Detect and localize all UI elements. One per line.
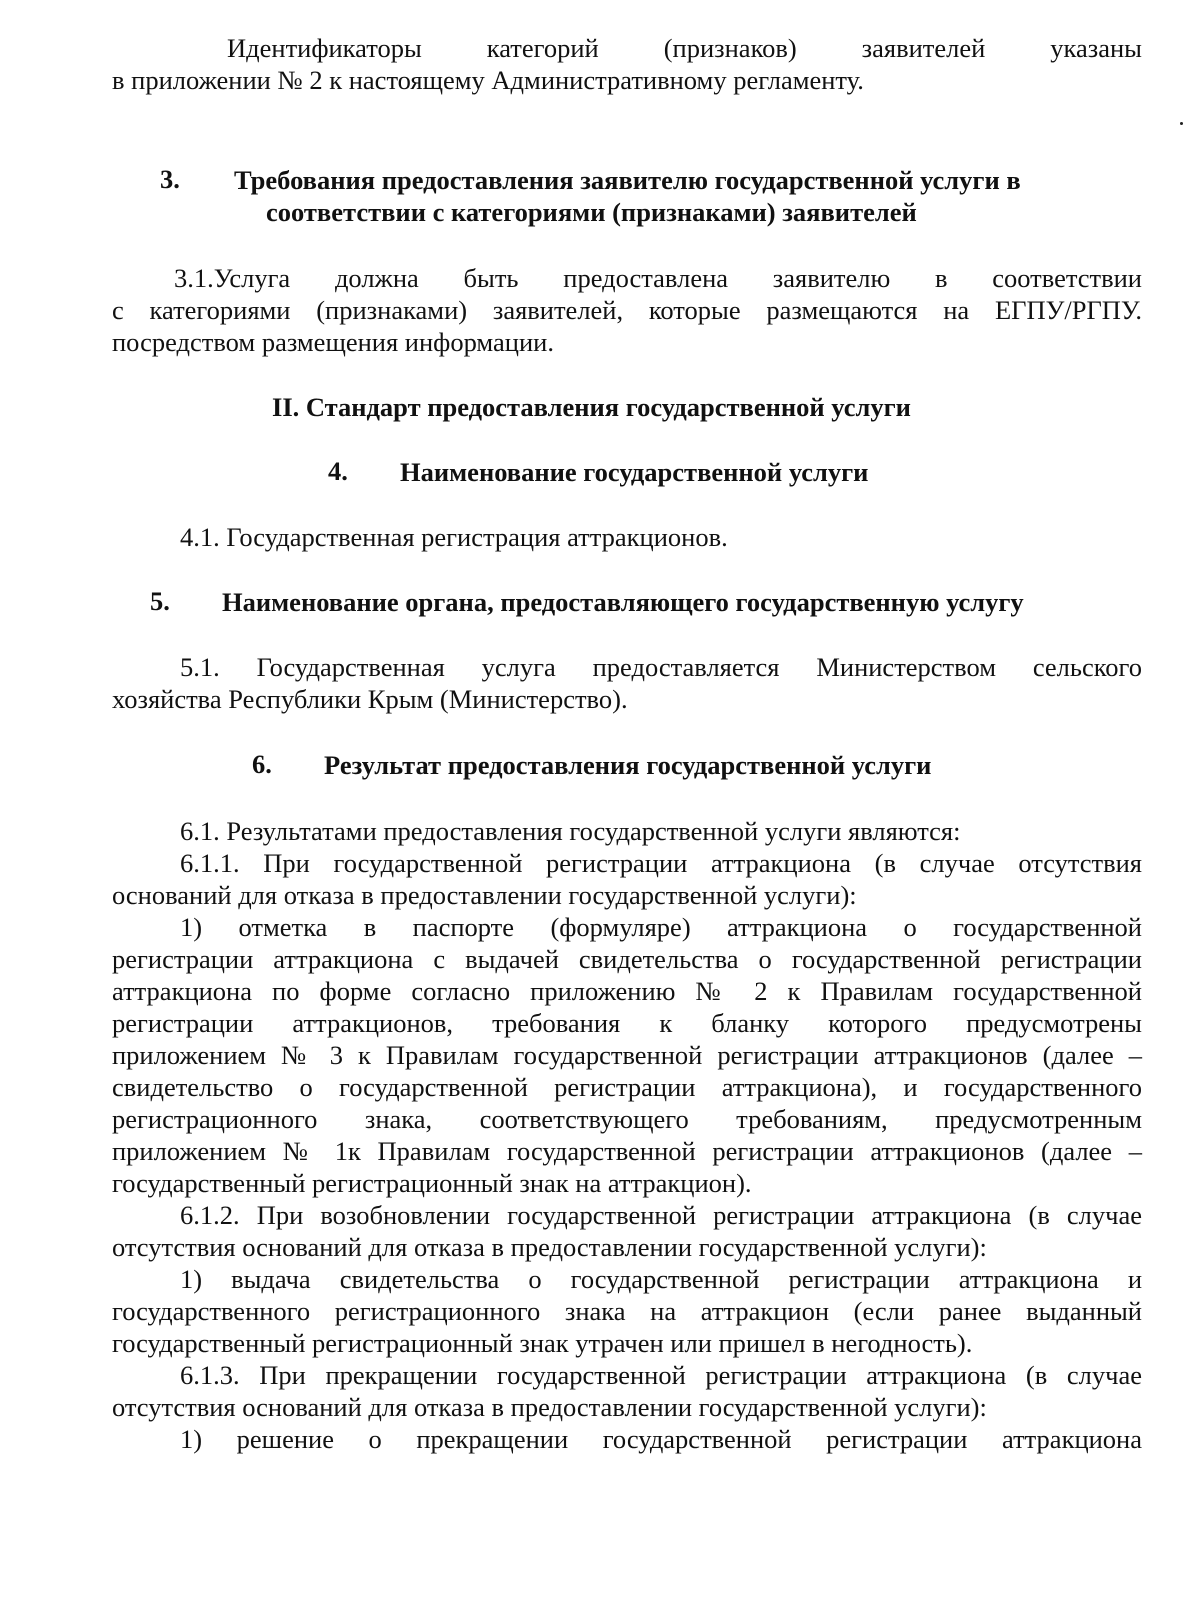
- s6-line-19: 1) решение о прекращении государственной регистрации аттракциона: [180, 1424, 1142, 1454]
- s6-line-1: 6.1.1. При государственной регистрации аттракциона (в случае отсутствия: [180, 848, 1142, 878]
- section-5-para-line-2: хозяйства Республики Крым (Министерство).: [112, 684, 628, 714]
- scan-speck: [1180, 122, 1183, 125]
- section-4-title: Наименование государственной услуги: [400, 457, 869, 487]
- s6-line-10: приложением № 1к Правилам государственной регистрации аттракционов (далее –: [112, 1136, 1142, 1166]
- section-3-para-line-1: 3.1.Услуга должна быть предоставлена заявителю в соответствии: [174, 263, 1142, 293]
- s6-line-5: аттракциона по форме согласно приложению № 2 к Правилам государственной: [112, 976, 1142, 1006]
- section-3-title-line-2: соответствии с категориями (признаками) заявителей: [266, 197, 917, 227]
- section-4-number: 4.: [328, 456, 348, 486]
- s6-line-17: 6.1.3. При прекращении государственной регистрации аттракциона (в случае: [180, 1360, 1142, 1390]
- intro-line-2: в приложении № 2 к настоящему Административному регламенту.: [112, 65, 864, 95]
- section-5-para-line-1: 5.1. Государственная услуга предоставляется Министерством сельского: [180, 652, 1142, 682]
- section-4-para: 4.1. Государственная регистрация аттракционов.: [180, 522, 728, 552]
- s6-line-9: регистрационного знака, соответствующего требованиям, предусмотренным: [112, 1104, 1142, 1134]
- s6-line-18: отсутствия оснований для отказа в предоставлении государственной услуги):: [112, 1392, 987, 1422]
- s6-line-12: 6.1.2. При возобновлении государственной регистрации аттракциона (в случае: [180, 1200, 1142, 1230]
- section-5-title: Наименование органа, предоставляющего государственную услугу: [222, 587, 1024, 617]
- section-6-number: 6.: [252, 749, 272, 779]
- section-6-title: Результат предоставления государственной услуги: [324, 750, 932, 780]
- s6-line-3: 1) отметка в паспорте (формуляре) аттракциона о государственной: [180, 912, 1142, 942]
- s6-line-13: отсутствия оснований для отказа в предоставлении государственной услуги):: [112, 1232, 987, 1262]
- section-3-para-line-2: с категориями (признаками) заявителей, которые размещаются на ЕГПУ/РГПУ.: [112, 295, 1142, 325]
- s6-line-8: свидетельство о государственной регистрации аттракциона), и государственного: [112, 1072, 1142, 1102]
- s6-line-7: приложением № 3 к Правилам государственной регистрации аттракционов (далее –: [112, 1040, 1142, 1070]
- s6-line-6: регистрации аттракционов, требования к бланку которого предусмотрены: [112, 1008, 1142, 1038]
- s6-line-11: государственный регистрационный знак на аттракцион).: [112, 1168, 752, 1198]
- section-3-number: 3.: [160, 164, 180, 194]
- s6-line-15: государственного регистрационного знака на аттракцион (если ранее выданный: [112, 1296, 1142, 1326]
- s6-line-16: государственный регистрационный знак утрачен или пришел в негодность).: [112, 1328, 973, 1358]
- section-3-para-line-3: посредством размещения информации.: [112, 327, 554, 357]
- s6-line-2: оснований для отказа в предоставлении государственной услуги):: [112, 880, 857, 910]
- s6-line-0: 6.1. Результатами предоставления государственной услуги являются:: [180, 816, 961, 846]
- section-5-number: 5.: [150, 586, 170, 616]
- part-2-title: II. Стандарт предоставления государственной услуги: [272, 392, 911, 422]
- s6-line-14: 1) выдача свидетельства о государственной регистрации аттракциона и: [180, 1264, 1142, 1294]
- section-3-title-line-1: Требования предоставления заявителю государственной услуги в: [234, 165, 1021, 195]
- intro-line-1: Идентификаторы категорий (признаков) заявителей указаны: [227, 33, 1142, 63]
- s6-line-4: регистрации аттракциона с выдачей свидетельства о государственной регистрации: [112, 944, 1142, 974]
